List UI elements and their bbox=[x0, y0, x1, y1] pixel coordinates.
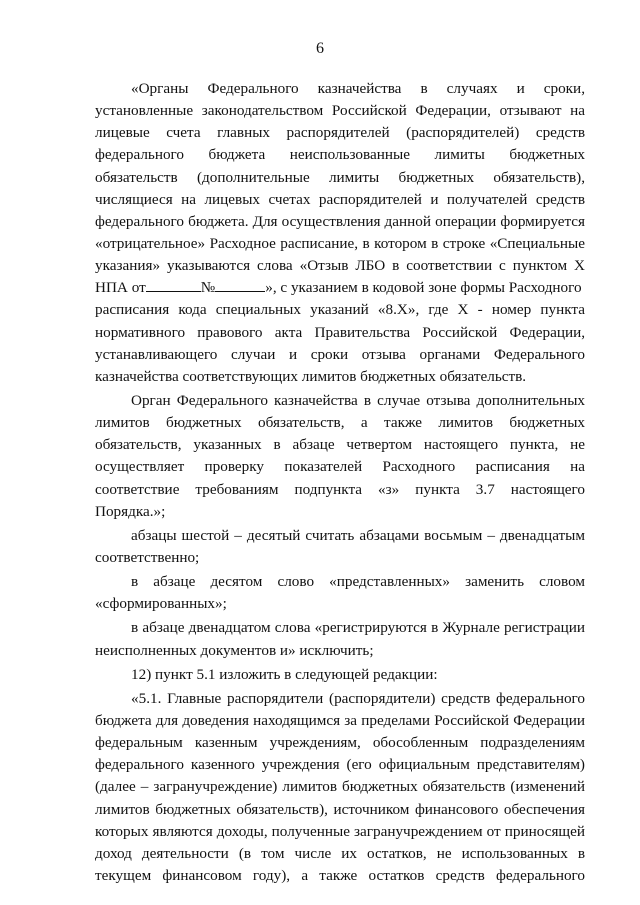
text-line: «Органы Федерального казначейства в случаях и сроки, bbox=[131, 80, 585, 97]
text-line: указания» указываются слова «Отзыв ЛБО в соответствии с пунктом X bbox=[95, 257, 585, 275]
text-line: осуществляет проверку показателей Расходного расписания на bbox=[95, 458, 585, 476]
text-line: в абзаце двенадцатом слова «регистрируются в Журнале регистрации bbox=[131, 619, 585, 637]
text-line: которых являются доходы, полученные загранучреждением от приносящей bbox=[95, 822, 585, 840]
text-line-with-blanks bbox=[95, 277, 585, 299]
text-line: 12) пункт 5.1 изложить в следующей редакции: bbox=[131, 665, 438, 683]
text-line: устанавливающего случаи и сроки отзыва органами Федерального bbox=[95, 345, 585, 363]
text-line: доход деятельности (в том числе их остатков, не использованных в bbox=[95, 844, 585, 862]
text-line: (далее – загранучреждение) лимитов бюджетных обязательств (изменений bbox=[95, 778, 585, 796]
text-line: обязательств (дополнительные лимиты бюджетных обязательств), bbox=[95, 168, 585, 186]
text-line: федерального бюджета неиспользованные лимиты бюджетных bbox=[95, 146, 585, 164]
text-line: соответственно; bbox=[95, 548, 200, 566]
number-sign: № bbox=[200, 279, 216, 297]
text-line: казначейства соответствующих лимитов бюджетных обязательств. bbox=[95, 367, 527, 385]
text-line: текущем финансовом году), а также остатков средств федерального bbox=[95, 866, 585, 884]
text-line: лимитов бюджетных обязательств), источником финансового обеспечения bbox=[95, 800, 585, 818]
number-blank bbox=[215, 277, 265, 292]
text-line: Порядка.»; bbox=[95, 502, 166, 520]
text-line: бюджета для доведения находящимся за пределами Российской Федерации bbox=[95, 711, 585, 729]
text-line: федерального казенного учреждения (его официальным представителям) bbox=[95, 756, 585, 774]
text-line: Орган Федерального казначейства в случае отзыва дополнительных bbox=[131, 391, 585, 409]
date-blank bbox=[146, 277, 201, 292]
text-line: в абзаце десятом слово «представленных» заменить словом bbox=[131, 573, 585, 591]
text-line: расписания кода специальных указаний «8.X», где X - номер пункта bbox=[95, 301, 585, 319]
text-line: «5.1. Главные распорядители (распорядители) средств федерального bbox=[131, 689, 585, 707]
npa-label: НПА от bbox=[95, 279, 146, 297]
text-line: федеральным казенным учреждениям, обособленным подразделениям bbox=[95, 734, 585, 752]
text-line: лимитов бюджетных обязательств, а также лимитов бюджетных bbox=[95, 414, 585, 432]
page-number: 6 bbox=[316, 40, 324, 57]
text-line: лицевые счета главных распорядителей (распорядителей) средств bbox=[95, 124, 585, 142]
text-line: нормативного правового акта Правительства Российской Федерации, bbox=[95, 323, 585, 341]
text-line: неисполненных документов и» исключить; bbox=[95, 641, 374, 659]
text-line: «отрицательное» Расходное расписание, в котором в строке «Специальные bbox=[95, 234, 585, 252]
text-line: «сформированных»; bbox=[95, 595, 227, 613]
line-continuation: », с указанием в кодовой зоне формы Расходного bbox=[265, 279, 582, 297]
text-line: федерального бюджета. Для осуществления данной операции формируется bbox=[95, 212, 585, 230]
text-line: числящиеся на лицевых счетах распорядителей и получателей средств bbox=[95, 190, 585, 208]
document-body bbox=[95, 78, 585, 887]
text-line: соответствие требованиям подпункта «з» пункта 3.7 настоящего bbox=[95, 480, 585, 498]
text-line: установленные законодательством Российской Федерации, отзывают на bbox=[95, 102, 585, 120]
text-line: абзацы шестой – десятый считать абзацами восьмым – двенадцатым bbox=[131, 526, 585, 544]
text-line: обязательств, указанных в абзаце четвертом настоящего пункта, не bbox=[95, 436, 585, 454]
